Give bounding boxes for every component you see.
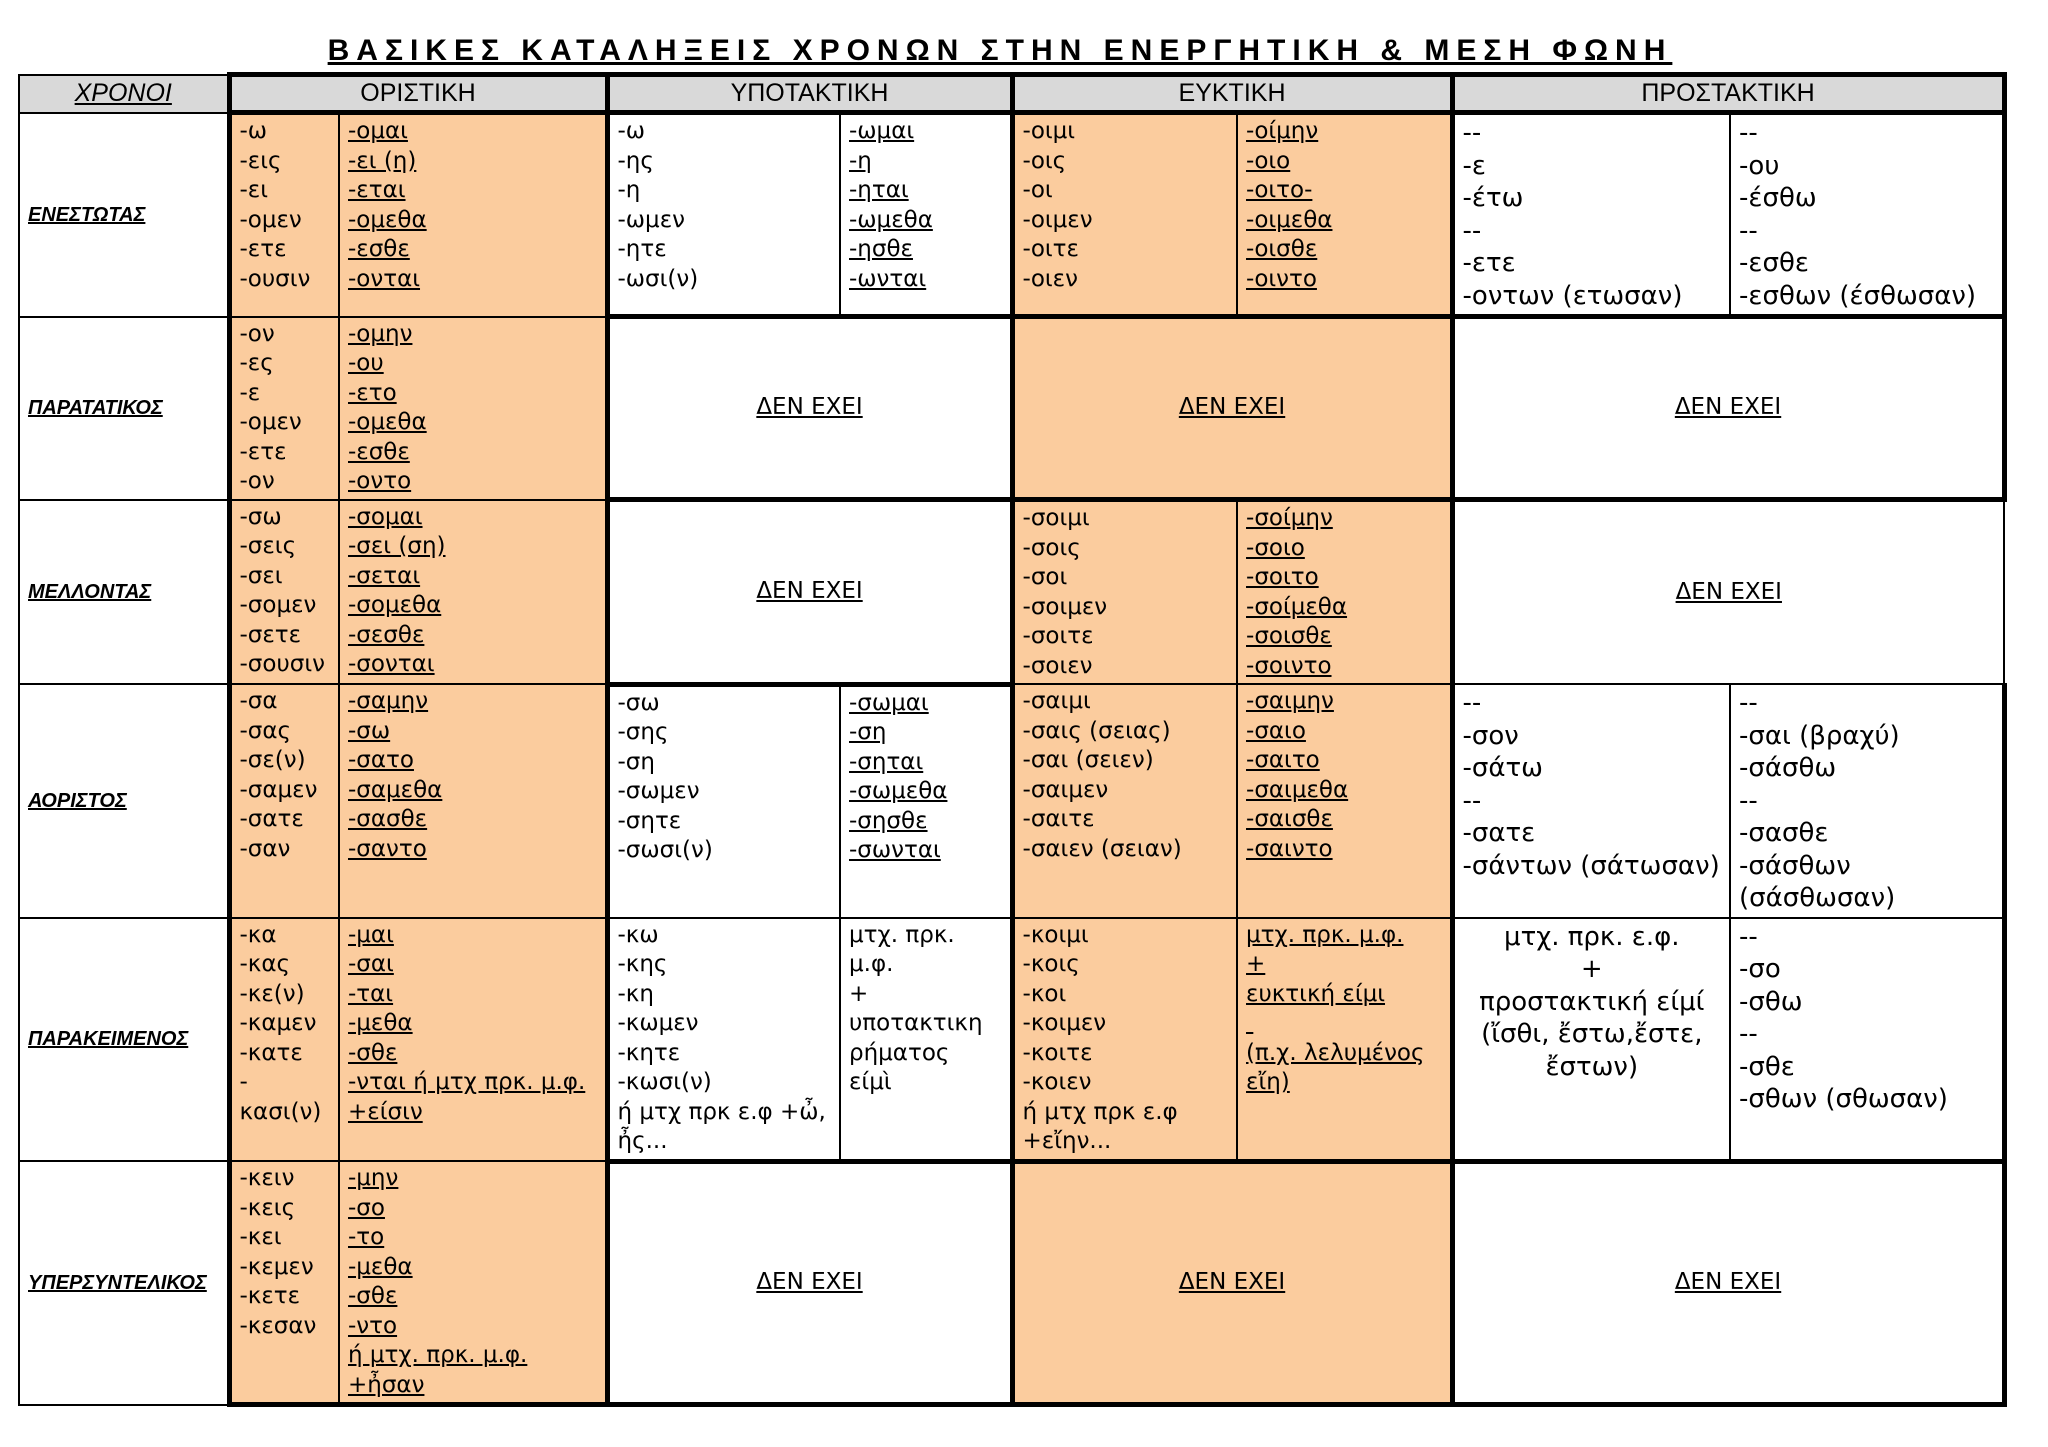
ending-line: -οιντο — [1246, 265, 1317, 292]
ending-line: -κατε — [239, 1039, 303, 1066]
ending-line: + — [849, 980, 869, 1007]
imp-mid — [1730, 113, 2004, 317]
ending-line: -ουσιν — [239, 265, 311, 292]
ending-line: - — [239, 1069, 248, 1095]
ending-line: μτχ. πρκ. — [849, 921, 955, 948]
imp-mid — [1730, 684, 2004, 918]
ending-line: -ση — [617, 748, 655, 775]
ending-line: -σοιμεν — [1022, 593, 1108, 620]
ending-line: -σαμεν — [239, 776, 318, 803]
row-imperfect — [19, 317, 2004, 500]
ending-line: -οισθε — [1246, 236, 1318, 262]
ending-line: -σεις — [239, 533, 297, 559]
imp-act — [1452, 918, 1730, 1162]
row-present — [19, 113, 2004, 317]
row-aorist — [19, 684, 2004, 918]
ending-line: -οιτε — [1022, 236, 1079, 262]
header-indicative: ΟΡΙΣΤΙΚΗ — [229, 75, 607, 113]
ending-line: -ομεθα — [348, 409, 427, 435]
ending-line: -σαμην — [348, 688, 429, 714]
endings-table — [18, 72, 2007, 1407]
ending-line: -νται ή μτχ πρκ. μ.φ. — [348, 1069, 586, 1095]
ending-line: -σα — [239, 688, 278, 714]
ending-line: -σει — [239, 562, 283, 589]
ending-line: -ης — [617, 147, 654, 174]
ending-line: ἦς... — [617, 1128, 668, 1154]
ending-line: -σο — [1739, 954, 1781, 984]
ending-line: -ωμεθα — [849, 206, 933, 233]
ending-line: -ε — [1462, 150, 1486, 181]
ending-line: -ες — [239, 350, 274, 376]
ind-mid — [339, 918, 607, 1162]
ending-line: -κη — [617, 980, 654, 1007]
ending-line: -ομαι — [348, 118, 408, 144]
header-row — [19, 75, 2004, 113]
ending-line: -εσθε — [348, 236, 410, 262]
ending-line: -η — [617, 177, 641, 203]
ending-line: -κω — [617, 921, 659, 948]
none-imperative: ΔΕΝ ΕΧΕΙ — [1452, 500, 2004, 685]
opt-mid — [1237, 684, 1452, 918]
ending-line: -σωμεν — [617, 778, 700, 804]
ending-line: -ετε — [1462, 248, 1516, 278]
ending-line: -έσθω — [1739, 183, 1817, 213]
ending-line: υποτακτικη — [849, 1010, 983, 1036]
ending-line: -σασθε — [1739, 818, 1829, 848]
ending-line: -κητε — [617, 1039, 681, 1066]
tense-aorist: ΑΟΡΙΣΤΟΣ — [19, 684, 229, 918]
ending-line: ή μτχ πρκ ε.φ +ὦ, — [617, 1098, 826, 1125]
ending-line: -οις — [1022, 147, 1067, 174]
ending-line: -ωνται — [849, 265, 927, 292]
ending-line: -σο — [348, 1194, 385, 1221]
ending-line: -σωμαι — [849, 689, 929, 716]
ending-line: -- — [1739, 1019, 1758, 1049]
ending-line: -ομεν — [239, 206, 302, 233]
ending-line: -ετο — [348, 379, 397, 406]
tense-future: ΜΕΛΛΟΝΤΑΣ — [19, 500, 229, 685]
ending-line: -ει — [239, 177, 269, 203]
ending-line: +ἦσαν — [348, 1371, 425, 1398]
row-future — [19, 500, 2004, 685]
ending-line: ἔστων) — [1545, 1051, 1639, 1082]
imp-mid — [1730, 918, 2004, 1162]
ending-line: -σαιντο — [1246, 835, 1333, 862]
ending-line: -σοιτε — [1022, 623, 1094, 649]
ind-act — [229, 317, 339, 500]
ending-line: -σθω — [1739, 986, 1803, 1017]
ending-line: -κοιμι — [1022, 921, 1089, 948]
ending-line: -σαν — [239, 835, 291, 862]
ending-line: -κοι — [1022, 980, 1067, 1007]
ending-line: -εις — [239, 147, 282, 174]
none-imperative: ΔΕΝ ΕΧΕΙ — [1452, 1161, 2004, 1405]
imp-act — [1452, 684, 1730, 918]
ending-line: -σαιμι — [1022, 688, 1091, 714]
tense-present: ΕΝΕΣΤΩΤΑΣ — [19, 113, 229, 317]
ending-line: -μαι — [348, 921, 394, 948]
none-imperative: ΔΕΝ ΕΧΕΙ — [1452, 317, 2004, 500]
ending-line: -σαιεν (σειαν) — [1022, 835, 1182, 862]
ind-act — [229, 1161, 339, 1405]
ending-line: -ντο — [348, 1312, 398, 1339]
ending-line: -σοιο — [1246, 534, 1305, 561]
ending-line: -οιμι — [1022, 118, 1076, 144]
ending-line: -κοιεν — [1022, 1069, 1092, 1095]
ending-line: -σαιο — [1246, 717, 1306, 744]
ind-mid — [339, 684, 607, 918]
ending-line: μτχ. πρκ. ε.φ. — [1504, 921, 1680, 952]
ending-line: -κωσι(ν) — [617, 1069, 712, 1095]
ending-line: -μεθα — [348, 1253, 413, 1280]
ending-line: μ.φ. — [849, 951, 894, 977]
ending-line: -ομεθα — [348, 206, 427, 233]
ending-line: -σωνται — [849, 837, 941, 863]
sub-mid — [840, 113, 1012, 317]
sub-mid — [840, 918, 1012, 1162]
ending-line: -σοίμεθα — [1246, 593, 1348, 620]
ending-line: -σομεν — [239, 592, 317, 618]
ending-line: -κειν — [239, 1165, 295, 1191]
ending-line: -- — [1739, 215, 1758, 246]
ending-line: -οντων (ετωσαν) — [1462, 280, 1683, 311]
none-optative: ΔΕΝ ΕΧΕΙ — [1012, 317, 1452, 500]
ending-line: -σεσθε — [348, 621, 425, 648]
opt-mid — [1237, 500, 1452, 685]
ending-line: προστακτική είμί — [1479, 986, 1705, 1017]
ending-line: -μην — [348, 1165, 399, 1191]
ending-line: -κα — [239, 921, 277, 948]
opt-act — [1012, 113, 1237, 317]
ending-line: -σάσθω — [1739, 753, 1837, 783]
ending-line: -σωμεθα — [849, 778, 948, 804]
ending-line: ή μτχ. πρκ. μ.φ. — [348, 1342, 528, 1368]
ending-line: -η — [849, 147, 872, 174]
ending-line: -οίμην — [1246, 118, 1319, 144]
ending-line: (π.χ. λελυμένος — [1246, 1039, 1425, 1066]
ending-line: μτχ. πρκ. μ.φ. — [1246, 921, 1404, 948]
ending-line: -σης — [617, 719, 669, 745]
ending-line: -σασθε — [348, 806, 428, 832]
ending-line: -σας — [239, 717, 292, 744]
ending-line: -οιμεν — [1022, 206, 1093, 233]
ending-line: -σθων (σθωσαν) — [1739, 1084, 1948, 1114]
ending-line: -σοιμι — [1022, 505, 1090, 531]
ending-line: -κεμεν — [239, 1253, 314, 1280]
ending-line: -- — [1739, 118, 1758, 148]
ending-line: -ονται — [348, 265, 421, 292]
ending-line: -κε(ν) — [239, 980, 305, 1007]
ending-line: +εἴην... — [1022, 1128, 1112, 1154]
ind-act — [229, 684, 339, 918]
tense-perfect: ΠΑΡΑΚΕΙΜΕΝΟΣ — [19, 918, 229, 1162]
ending-line: -- — [1462, 215, 1482, 246]
ending-line: (ἴσθι, ἔστω,ἔστε, — [1481, 1019, 1703, 1049]
sub-act — [607, 113, 840, 317]
ending-line: -κοιμεν — [1022, 1010, 1107, 1036]
ending-line: -σαι (σειεν) — [1022, 747, 1154, 773]
ending-line: -κης — [617, 951, 668, 977]
ind-act — [229, 918, 339, 1162]
ending-line: -οιο — [1246, 147, 1291, 174]
ending-line: -- — [1462, 785, 1482, 816]
ending-line: -σοις — [1022, 534, 1081, 561]
page-title: ΒΑΣΙΚΕΣ ΚΑΤΑΛΗΞΕΙΣ ΧΡΟΝΩΝ ΣΤΗΝ ΕΝΕΡΓΗΤΙΚΗ & ΜΕΣΗ ΦΩΝΗ — [327, 34, 1673, 67]
ending-line: -σοιτο — [1246, 564, 1319, 590]
ending-line: +είσιν — [348, 1098, 423, 1125]
ending-line: -σαισθε — [1246, 806, 1333, 832]
ending-line: -σάντων (σάτωσαν) — [1462, 850, 1720, 881]
ending-line: -σω — [239, 503, 282, 530]
ending-line: -- — [1462, 688, 1482, 718]
ind-mid — [339, 1161, 607, 1405]
ending-line: -κεσαν — [239, 1312, 317, 1339]
header-subjunctive: ΥΠΟΤΑΚΤΙΚΗ — [607, 75, 1012, 113]
ending-line: -έτω — [1462, 183, 1524, 213]
ending-line: -ωμαι — [849, 118, 915, 144]
sub-act — [607, 684, 840, 918]
row-pluperfect — [19, 1161, 2004, 1405]
ending-line: -σοιεν — [1022, 652, 1093, 679]
ending-line: -ω — [617, 118, 646, 144]
ending-line: -σατε — [1462, 818, 1536, 848]
ending-line: -σοιντο — [1246, 652, 1332, 679]
ending-line: -σωσι(ν) — [617, 837, 713, 863]
ending-line: -σθε — [1739, 1051, 1795, 1082]
sub-act — [607, 918, 840, 1162]
ending-line: -εσθε — [348, 438, 410, 465]
ending-line: -σοι — [1022, 564, 1068, 590]
ending-line: -ται — [348, 980, 394, 1007]
ending-line: -ση — [849, 719, 887, 745]
ending-line: -σησθε — [849, 807, 928, 834]
ending-line: -ομην — [348, 320, 413, 347]
ending-line: -σω — [617, 689, 660, 716]
ending-line: -σθε — [348, 1039, 398, 1066]
ending-line: -σω — [348, 717, 391, 744]
ending-line: -ε — [239, 379, 261, 406]
ending-line: -ω — [239, 118, 268, 144]
ending-line: -σοισθε — [1246, 623, 1332, 649]
ending-line: -σονται — [348, 651, 435, 677]
ending-line: -σατε — [239, 806, 304, 832]
ending-line: -ηται — [849, 177, 909, 203]
none-subjunctive: ΔΕΝ ΕΧΕΙ — [607, 500, 1012, 685]
imp-act — [1452, 113, 1730, 317]
ending-line: -κοιτε — [1022, 1039, 1093, 1066]
ending-line: -σε(ν) — [239, 747, 306, 773]
header-optative: ΕΥΚΤΙΚΗ — [1012, 75, 1452, 113]
header-imperative: ΠΡΟΣΤΑΚΤΙΚΗ — [1452, 75, 2004, 113]
ending-line: -σατο — [348, 747, 414, 773]
ending-line: -ωσι(ν) — [617, 265, 699, 292]
tense-imperfect: ΠΑΡΑΤΑΤΙΚΟΣ — [19, 317, 229, 500]
ending-line: -σοίμην — [1246, 505, 1333, 531]
ending-line: -σητε — [617, 807, 682, 834]
ending-line: ευκτική είμι — [1246, 980, 1386, 1007]
ending-line: -οι — [1022, 177, 1053, 203]
ind-mid — [339, 113, 607, 317]
ending-line: -οιμεθα — [1246, 206, 1333, 233]
ending-line: -οιτο- — [1246, 177, 1313, 203]
ending-line: -ητε — [617, 236, 667, 262]
ending-line: -κας — [239, 951, 291, 977]
opt-act — [1012, 500, 1237, 685]
ending-line: -σεται — [348, 562, 421, 589]
ending-line: -μεθα — [348, 1010, 413, 1036]
none-subjunctive: ΔΕΝ ΕΧΕΙ — [607, 317, 1012, 500]
ending-line: κασι(ν) — [239, 1098, 322, 1125]
ending-line: -ον — [239, 468, 275, 494]
ind-act — [229, 500, 339, 685]
ending-line: -σαι — [348, 951, 394, 977]
ending-line: -σάτω — [1462, 753, 1543, 783]
none-optative: ΔΕΝ ΕΧΕΙ — [1012, 1161, 1452, 1405]
ending-line: -- — [1739, 921, 1758, 952]
ending-line: -σαι (βραχύ) — [1739, 720, 1900, 751]
ending-line: -σαιτε — [1022, 806, 1095, 832]
ending-line: -σαμεθα — [348, 776, 443, 803]
tense-pluperfect: ΥΠΕΡΣΥΝΤΕΛΙΚΟΣ — [19, 1161, 229, 1405]
ending-line: -κει — [239, 1224, 282, 1250]
ending-line: -ετε — [239, 236, 287, 262]
ending-line: -κετε — [239, 1283, 301, 1309]
ending-line: -σαις (σειας) — [1022, 717, 1171, 744]
ending-line: -εσθων (έσθωσαν) — [1739, 280, 1977, 311]
ending-line: -σαιμην — [1246, 688, 1334, 714]
ending-line: -σαιμεθα — [1246, 776, 1349, 803]
opt-mid — [1237, 918, 1452, 1162]
ending-line: -οιεν — [1022, 265, 1078, 292]
opt-act — [1012, 918, 1237, 1162]
header-tenses: ΧΡΟΝΟΙ — [19, 75, 229, 113]
ind-mid — [339, 500, 607, 685]
ending-line — [1246, 1009, 1442, 1039]
ending-line: -καμεν — [239, 1010, 317, 1036]
opt-mid — [1237, 113, 1452, 317]
sub-mid — [840, 684, 1012, 918]
ending-line: ή μτχ πρκ ε.φ — [1022, 1098, 1178, 1125]
ending-line: -σομαι — [348, 503, 423, 530]
row-perfect — [19, 918, 2004, 1162]
ind-mid — [339, 317, 607, 500]
none-subjunctive: ΔΕΝ ΕΧΕΙ — [607, 1161, 1012, 1405]
ending-line: ρήματος — [849, 1039, 950, 1066]
ending-line: -σομεθα — [348, 592, 442, 618]
ending-line: -- — [1462, 118, 1482, 148]
ending-line: -ου — [1739, 150, 1780, 181]
ending-line: -σαιτο — [1246, 747, 1320, 773]
ending-line: -σηται — [849, 748, 924, 775]
ending-line: -σετε — [239, 621, 302, 648]
ending-line: -οντο — [348, 468, 412, 494]
ending-line: -ει (η) — [348, 147, 417, 174]
ending-line: -σάσθων — [1739, 850, 1851, 881]
opt-act — [1012, 684, 1237, 918]
ending-line: -- — [1739, 785, 1758, 816]
ending-line: -σαντο — [348, 835, 427, 862]
ending-line: -σουσιν — [239, 651, 325, 677]
ending-line: -σει (ση) — [348, 533, 446, 559]
ending-line: -ετε — [239, 438, 287, 465]
ending-line: -κεις — [239, 1194, 296, 1221]
ending-line: + — [1246, 951, 1266, 977]
ending-line: -το — [348, 1224, 385, 1250]
ind-act — [229, 113, 339, 317]
ending-line: είμὶ — [849, 1069, 892, 1095]
ending-line: -- — [1739, 688, 1758, 718]
ending-line: -εσθε — [1739, 248, 1809, 278]
ending-line: -κωμεν — [617, 1010, 699, 1036]
ending-line: -ον — [239, 320, 275, 347]
ending-line: -σαιμεν — [1022, 776, 1109, 803]
ending-line: -ου — [348, 350, 384, 376]
ending-line: (σάσθωσαν) — [1739, 883, 1896, 913]
ending-line: -ησθε — [849, 236, 913, 262]
ending-line: -ωμεν — [617, 206, 685, 233]
ending-line: -σθε — [348, 1283, 398, 1309]
ending-line: -εται — [348, 177, 406, 203]
ending-line: + — [1580, 954, 1603, 984]
ending-line: -ομεν — [239, 409, 302, 435]
ending-line: εἴη) — [1246, 1069, 1290, 1095]
ending-line: -σον — [1462, 720, 1519, 751]
ending-line: -κοις — [1022, 951, 1080, 977]
